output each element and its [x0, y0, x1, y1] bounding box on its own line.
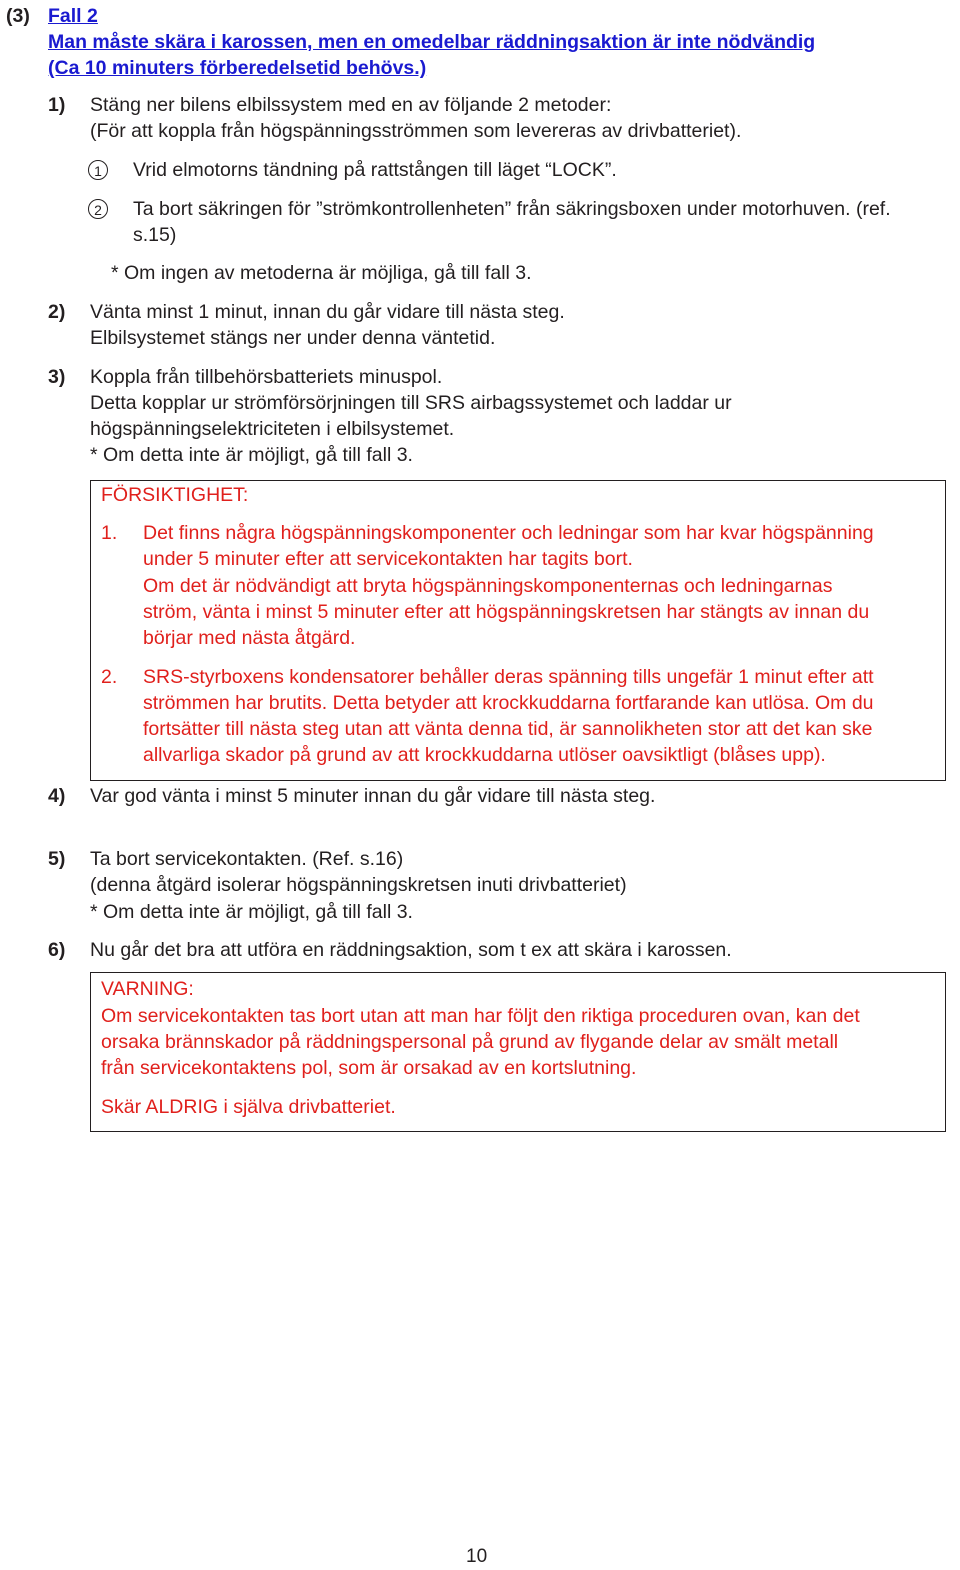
step-3-line4: * Om detta inte är möjligt, gå till fall 3.	[90, 444, 413, 466]
caution-heading: FÖRSIKTIGHET:	[101, 484, 249, 506]
caution-item-1-line1: Det finns några högspänningskomponenter och ledningar som har kvar högspänning	[143, 522, 874, 544]
warning-line1: Om servicekontakten tas bort utan att man har följt den riktiga proceduren ovan, kan det	[101, 1005, 860, 1027]
caution-item-2-line1: SRS-styrboxens kondensatorer behåller deras spänning tills ungefär 1 minut efter att	[143, 666, 874, 688]
caution-item-1-line3: Om det är nödvändigt att bryta högspänningskomponenternas och ledningarnas	[143, 575, 833, 597]
warning-line2: orsaka brännskador på räddningspersonal på grund av flygande delar av smält metall	[101, 1031, 839, 1053]
section-title[interactable]: Fall 2	[48, 5, 98, 27]
step-2-line1: Vänta minst 1 minut, innan du går vidare till nästa steg.	[90, 301, 565, 323]
step-5-line1: Ta bort servicekontakten. (Ref. s.16)	[90, 848, 404, 870]
step-5-line3: * Om detta inte är möjligt, gå till fall 3.	[90, 901, 413, 923]
warning-heading: VARNING:	[101, 978, 194, 1000]
step-3-line3: högspänningselektriciteten i elbilsystemet.	[90, 418, 455, 440]
step-6-line1: Nu går det bra att utföra en räddningsaktion, som t ex att skära i karossen.	[90, 939, 732, 961]
section-subtitle-line2[interactable]: (Ca 10 minuters förberedelsetid behövs.)	[48, 57, 427, 79]
step-6-number: 6)	[48, 939, 66, 961]
caution-item-2-number: 2.	[101, 666, 118, 688]
warning-line4: Skär ALDRIG i själva drivbatteriet.	[101, 1096, 396, 1118]
caution-item-2-line2: strömmen har brutits. Detta betyder att krockkuddarna fortfarande kan utlösa. Om du	[143, 692, 874, 714]
step-2-number: 2)	[48, 301, 66, 323]
caution-item-2-line4: allvarliga skador på grund av att krockkuddarna utlöser oavsiktligt (blåses upp).	[143, 744, 826, 766]
section-number: (3)	[6, 5, 30, 27]
method-1-text: Vrid elmotorns tändning på rattstången till läget “LOCK”.	[133, 159, 617, 181]
step-5-line2: (denna åtgärd isolerar högspänningskretsen inuti drivbatteriet)	[90, 874, 627, 896]
step-2-line2: Elbilsystemet stängs ner under denna väntetid.	[90, 327, 496, 349]
method-2-text-line2: s.15)	[133, 224, 177, 246]
page-number: 10	[466, 1546, 488, 1567]
warning-line3: från servicekontaktens pol, som är orsakad av en kortslutning.	[101, 1057, 637, 1079]
step-1-line1: Stäng ner bilens elbilssystem med en av följande 2 metoder:	[90, 94, 612, 116]
step-3-line2: Detta kopplar ur strömförsörjningen till SRS airbagssystemet och laddar ur	[90, 392, 732, 414]
caution-item-1-line4: ström, vänta i minst 5 minuter efter att högspänningskretsen har stängts av innan du	[143, 601, 870, 623]
method-2-circled-number: 2	[88, 199, 108, 219]
section-subtitle-line1[interactable]: Man måste skära i karossen, men en omedelbar räddningsaktion är inte nödvändig	[48, 31, 816, 53]
step-3-line1: Koppla från tillbehörsbatteriets minuspol.	[90, 366, 443, 388]
step-4-line1: Var god vänta i minst 5 minuter innan du går vidare till nästa steg.	[90, 785, 656, 807]
method-1-circled-number: 1	[88, 160, 108, 180]
step-3-number: 3)	[48, 366, 66, 388]
step-1-number: 1)	[48, 94, 66, 116]
method-2-text-line1: Ta bort säkringen för ”strömkontrollenheten” från säkringsboxen under motorhuven. (ref.	[133, 198, 891, 220]
caution-item-1-line2: under 5 minuter efter att servicekontakten har tagits bort.	[143, 548, 633, 570]
caution-item-1-number: 1.	[101, 522, 118, 544]
caution-item-2-line3: fortsätter till nästa steg utan att vänta denna tid, är sannolikheten stor att det kan ske	[143, 718, 873, 740]
step-1-line2: (För att koppla från högspänningsströmmen som levereras av drivbatteriet).	[90, 120, 742, 142]
step-1-note: * Om ingen av metoderna är möjliga, gå till fall 3.	[111, 262, 532, 284]
step-5-number: 5)	[48, 848, 66, 870]
caution-item-1-line5: börjar med nästa åtgärd.	[143, 627, 356, 649]
step-4-number: 4)	[48, 785, 66, 807]
